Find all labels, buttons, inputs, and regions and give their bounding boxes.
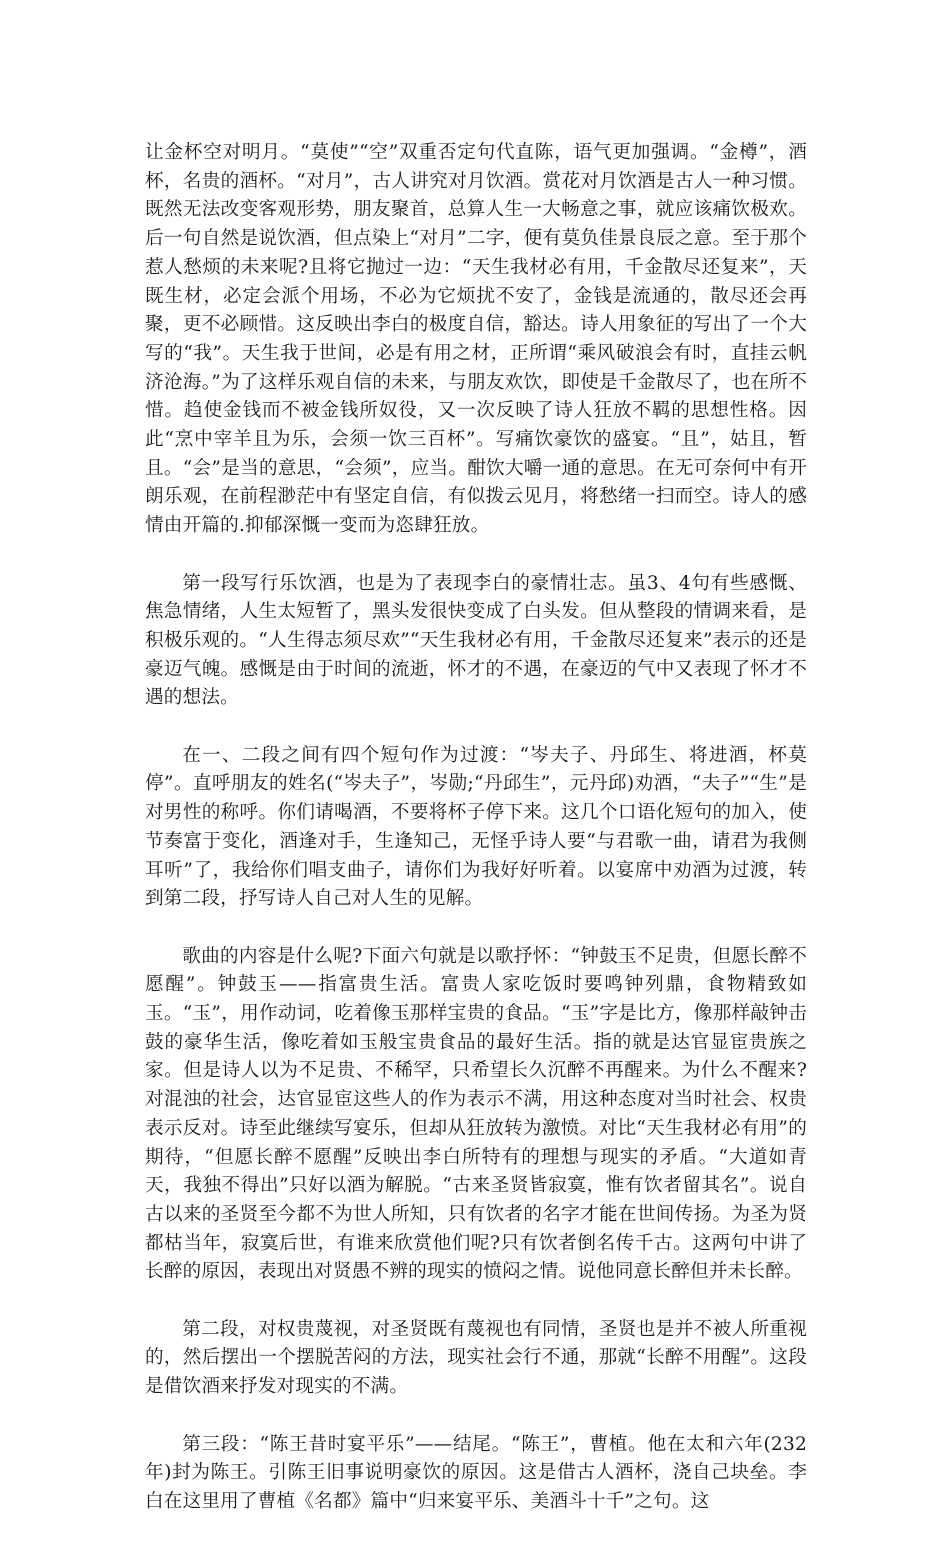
paragraph-6: 第三段：“陈王昔时宴平乐”——结尾。“陈王”，曹植。他在太和六年(232年)封为陈王。引陈王旧事说明豪饮的原因。这是借古人酒杯，浇自己块垒。李白在这里用了曹植《名都》篇中“归来宴平乐、美酒斗十千”之句。这 [145, 1433, 807, 1512]
paragraph-4: 歌曲的内容是什么呢?下面六句就是以歌抒怀：“钟鼓玉不足贵，但愿长醉不愿醒”。钟鼓玉——指富贵生活。富贵人家吃饭时要鸣钟列鼎，食物精致如玉。“玉”，用作动词，吃着像玉那样宝贵的食品。“玉”字是比方，像那样敲钟击鼓的豪华生活，像吃着如玉般宝贵食品的最好生活。指的就是达官显宦贵族之家。但是诗人以为不足贵、不稀罕，只希望长久沉醉不再醒来。为什么不醒来?对混浊的社会，达官显宦这些人的作为表示不满，用这种态度对当时社会、权贵表示反对。诗至此继续写宴乐，但却从狂放转为激愤。对比“天生我材必有用”的期待，“但愿长醉不愿醒”反映出李白所特有的理想与现实的矛盾。“大道如青天，我独不得出”只好以酒为解脱。“古来圣贤皆寂寞，惟有饮者留其名”。说自古以来的圣贤至今都不为世人所知，只有饮者的名字才能在世间传扬。为圣为贤都枯当年，寂寞后世，有谁来欣赏他们呢?只有饮者倒名传千古。这两句中讲了长醉的原因，表现出对贤愚不辨的现实的愤闷之情。说他同意长醉但并未长醉。 [145, 945, 807, 1283]
paragraph-1: 让金杯空对明月。“莫使”“空”双重否定句代直陈，语气更加强调。“金樽”，酒杯，名贵的酒杯。“对月”，古人讲究对月饮酒。赏花对月饮酒是古人一种习惯。既然无法改变客观形势，朋友聚首，总算人生一大畅意之事，就应该痛饮极欢。后一句自然是说饮酒，但点染上“对月”二字，便有莫负佳景良辰之意。至于那个惹人愁烦的未来呢?且将它抛过一边：“天生我材必有用，千金散尽还复来”，天既生材，必定会派个用场，不必为它烦扰不安了，金钱是流通的，散尽还会再聚，更不必顾惜。这反映出李白的极度自信，豁达。诗人用象征的写出了一个大写的“我”。天生我于世间，必是有用之材，正所谓“乘风破浪会有时，直挂云帆济沧海。”为了这样乐观自信的未来，与朋友欢饮，即使是千金散尽了，也在所不惜。趋使金钱而不被金钱所奴役，又一次反映了诗人狂放不羁的思想性格。因此“烹中宰羊且为乐，会须一饮三百杯”。写痛饮豪饮的盛宴。“且”，姑且，暂且。“会”是当的意思，“会须”，应当。酣饮大嚼一通的意思。在无可奈何中有开朗乐观，在前程渺茫中有坚定自信，有似拨云见月，将愁绪一扫而空。诗人的感情由开篇的.抑郁深慨一变而为恣肆狂放。 [145, 142, 807, 537]
document-body [145, 139, 807, 1545]
paragraph-2: 第一段写行乐饮酒，也是为了表现李白的豪情壮志。虽3、4句有些感慨、焦急情绪，人生太短暂了，黑头发很快变成了白头发。但从整段的情调来看，是积极乐观的。“人生得志须尽欢”“天生我材必有用，千金散尽还复来”表示的还是豪迈气魄。感慨是由于时间的流逝，怀才的不遇，在豪迈的气中又表现了怀才不遇的想法。 [145, 572, 807, 709]
paragraph-5: 第二段，对权贵蔑视，对圣贤既有蔑视也有同情，圣贤也是并不被人所重视的，然后摆出一个摆脱苦闷的方法，现实社会行不通，那就“长醉不用醒”。这段是借饮酒来抒发对现实的不满。 [145, 1318, 807, 1398]
paragraph-3: 在一、二段之间有四个短句作为过渡：“岑夫子、丹邱生、将进酒，杯莫停”。直呼朋友的姓名(“岑夫子”，岑勋;“丹邱生”，元丹邱)劝酒，“夫子”“生”是对男性的称呼。你们请喝酒，不要将杯子停下来。这几个口语化短句的加入，使节奏富于变化，酒逢对手，生逢知己，无怪乎诗人要“与君歌一曲，请君为我侧耳听”了，我给你们唱支曲子，请你们为我好好听着。以宴席中劝酒为过渡，转到第二段，抒写诗人自己对人生的见解。 [145, 744, 807, 910]
